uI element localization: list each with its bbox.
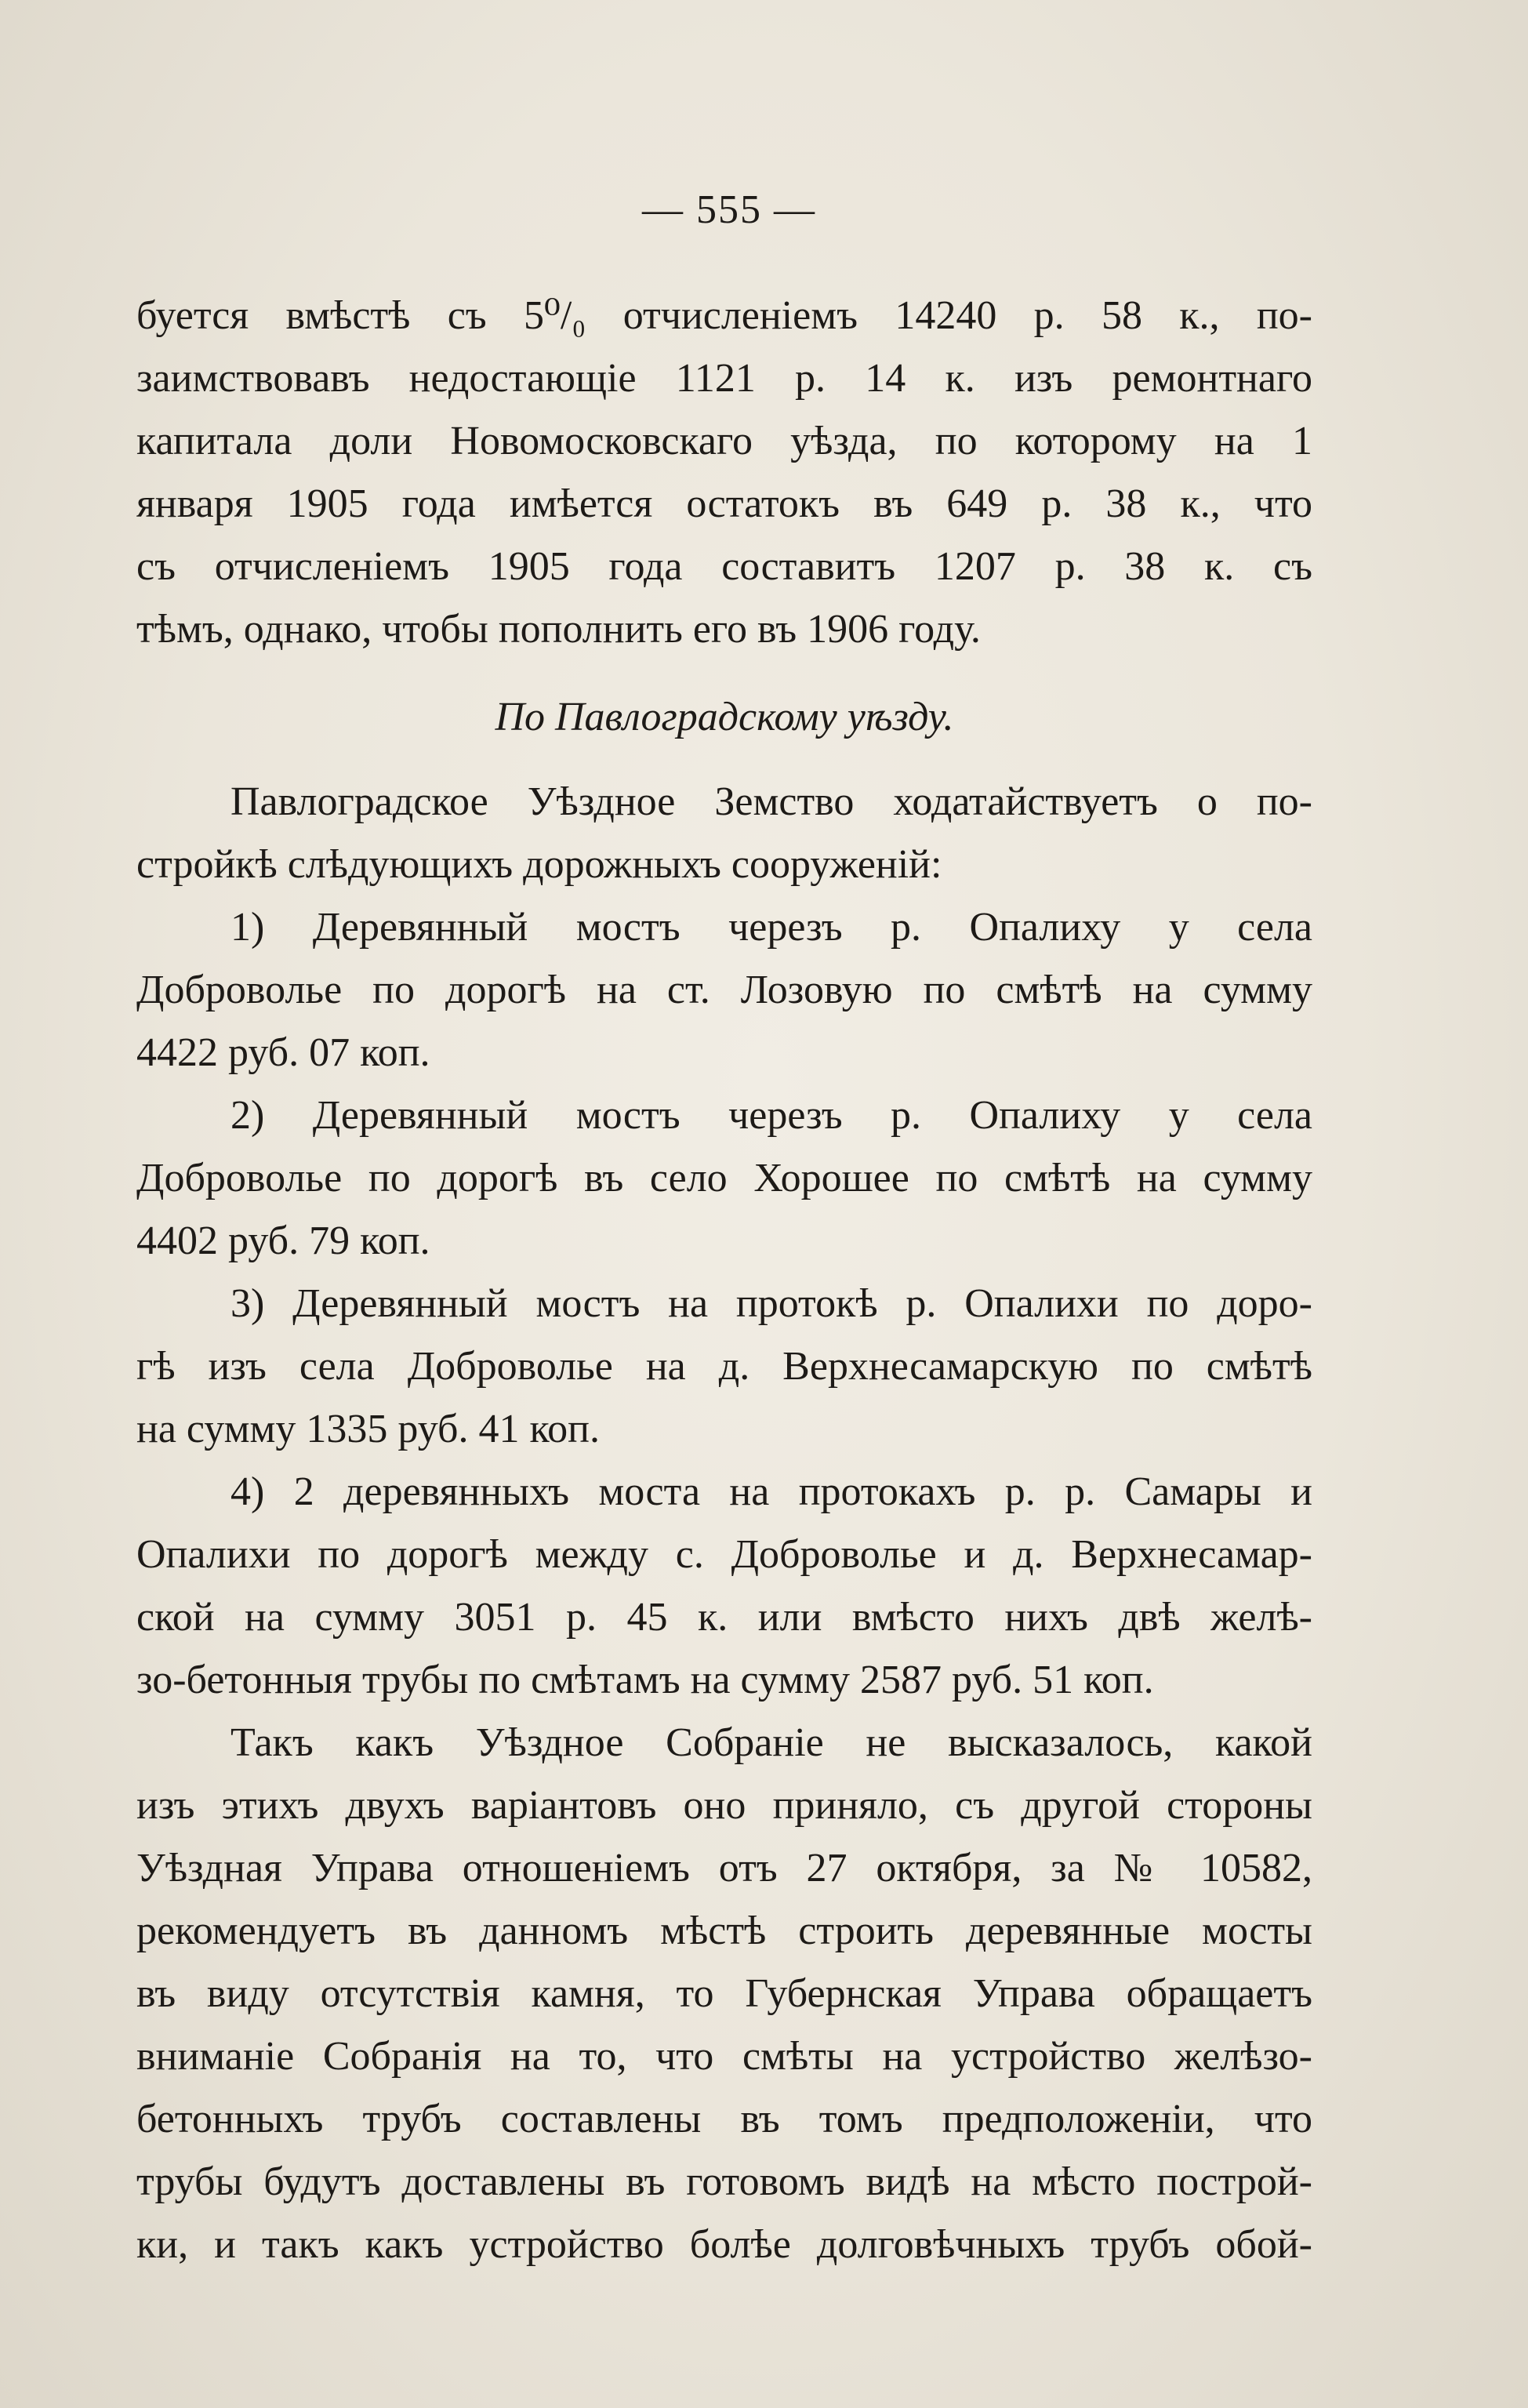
text-line: гѣ изъ села Доброволье на д. Верхнесамарскую по смѣтѣ bbox=[136, 1344, 1312, 1389]
text-line: Опалихи по дорогѣ между с. Доброволье и д. Верхнесамар- bbox=[136, 1532, 1312, 1577]
list-item-2: 2) Деревянный мостъ черезъ р. Опалиху у села bbox=[230, 1093, 1312, 1138]
text-line: ки, и такъ какъ устройство болѣе долговѣчныхъ трубъ обой- bbox=[136, 2222, 1312, 2267]
text-line: вниманіе Собранія на то, что смѣты на устройство желѣзо- bbox=[136, 2034, 1312, 2079]
text-line: въ виду отсутствія камня, то Губернская Управа обращаетъ bbox=[136, 1971, 1312, 2016]
list-item-1: 1) Деревянный мостъ черезъ р. Опалиху у села bbox=[230, 905, 1312, 950]
text-line: тѣмъ, однако, чтобы пополнить его въ 1906 году. bbox=[136, 607, 981, 652]
section-heading: По Павлоградскому уѣзду. bbox=[495, 695, 954, 739]
text-line: зо-бетонныя трубы по смѣтамъ на сумму 2587 руб. 51 коп. bbox=[136, 1658, 1154, 1702]
text-line: Доброволье по дорогѣ въ село Хорошее по смѣтѣ на сумму bbox=[136, 1156, 1312, 1200]
text-line: стройкѣ слѣдующихъ дорожныхъ сооруженій: bbox=[136, 842, 942, 887]
text-line: съ отчисленіемъ 1905 года составитъ 1207 р. 38 к. съ bbox=[136, 544, 1312, 589]
text-line: изъ этихъ двухъ варіантовъ оно приняло, съ другой стороны bbox=[136, 1783, 1312, 1828]
text-line: Такъ какъ Уѣздное Собраніе не высказалось, какой bbox=[230, 1720, 1312, 1765]
text-line: трубы будутъ доставлены въ готовомъ видѣ на мѣсто построй- bbox=[136, 2159, 1312, 2204]
text-line: 4422 руб. 07 коп. bbox=[136, 1030, 430, 1075]
text-line: капитала доли Новомосковскаго уѣзда, по которому на 1 bbox=[136, 419, 1312, 463]
text-line: 4402 руб. 79 коп. bbox=[136, 1219, 430, 1263]
text-line: бетонныхъ трубъ составлены въ томъ предположеніи, что bbox=[136, 2097, 1312, 2141]
text-line: рекомендуетъ въ данномъ мѣстѣ строить деревянные мосты bbox=[136, 1909, 1312, 1953]
text-line: на сумму 1335 руб. 41 коп. bbox=[136, 1407, 600, 1451]
list-item-3: 3) Деревянный мостъ на протокѣ р. Опалихи по доро- bbox=[230, 1281, 1312, 1326]
text-line: Доброволье по дорогѣ на ст. Лозовую по смѣтѣ на сумму bbox=[136, 968, 1312, 1012]
text-line: января 1905 года имѣется остатокъ въ 649 р. 38 к., что bbox=[136, 481, 1312, 526]
text-line: заимствовавъ недостающіе 1121 р. 14 к. изъ ремонтнаго bbox=[136, 356, 1312, 401]
text-line: Павлоградское Уѣздное Земство ходатайствуетъ о по- bbox=[230, 779, 1312, 824]
page-number: — 555 — bbox=[642, 187, 816, 232]
text-line: Уѣздная Управа отношеніемъ отъ 27 октября, за № 10582, bbox=[136, 1846, 1312, 1890]
text-line: ской на сумму 3051 р. 45 к. или вмѣсто нихъ двѣ желѣ- bbox=[136, 1595, 1312, 1640]
list-item-4: 4) 2 деревянныхъ моста на протокахъ р. р. Самары и bbox=[230, 1469, 1312, 1514]
text-line: буется вмѣстѣ съ 5⁰/₀ отчисленіемъ 14240 р. 58 к., по- bbox=[136, 293, 1312, 338]
